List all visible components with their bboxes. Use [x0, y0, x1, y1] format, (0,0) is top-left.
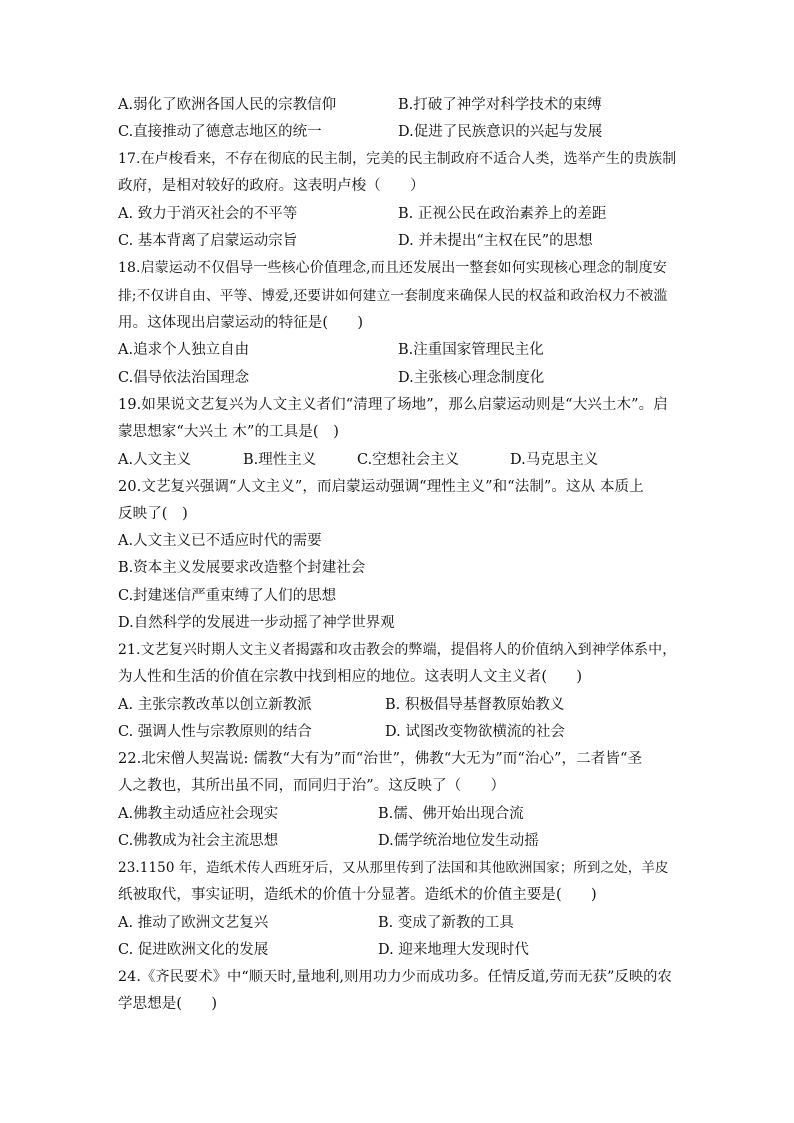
q21-stem-line1: 21.文艺复兴时期人文主义者揭露和攻击教会的弊端，提倡将人的价值纳入到神学体系中， [118, 642, 677, 658]
q17-option-d: D. 并未提出“主权在民”的思想 [398, 233, 593, 249]
q20-stem-line1: 20.文艺复兴强调“人文主义”，而启蒙运动强调“理性主义”和“法制”。这从 本质上 [118, 479, 644, 495]
q22-stem-line1: 22.北宋僧人契嵩说: 儒教“大有为”而“治世”，佛教“大无为”而“治心”，二者皆“圣 [118, 751, 643, 767]
q22-option-d: D.儒学统治地位发生动摇 [378, 833, 539, 849]
q16-option-d: D.促进了民族意识的兴起与发展 [398, 124, 603, 140]
q22-option-b: B.儒、佛开始出现合流 [378, 806, 524, 822]
q18-stem-line2: 排;不仅讲自由、平等、博爱,还要讲如何建立一套制度来确保人民的权益和政治权力不被滥 [118, 288, 668, 304]
q23-stem-line2: 纸被取代，事实证明，造纸术的价值十分显著。造纸术的价值主要是( ) [118, 887, 597, 903]
q22-stem-line2: 人之教也，其所出虽不同，而同归于治”。这反映了（ ） [118, 778, 506, 794]
q19-stem-line2: 蒙思想家“大兴土 木”的工具是( ) [118, 424, 340, 440]
q20-option-a: A.人文主义已不适应时代的需要 [118, 533, 322, 549]
q21-option-a: A. 主张宗教改革以创立新教派 [118, 697, 312, 713]
q21-option-c: C. 强调人性与宗教原则的结合 [118, 724, 312, 740]
q20-stem-line2: 反映了( ) [118, 506, 188, 522]
q18-option-b: B.注重国家管理民主化 [398, 342, 544, 358]
q19-option-a: A.人文主义 [118, 452, 192, 468]
q18-option-d: D.主张核心理念制度化 [398, 370, 545, 386]
q18-option-a: A.追求个人独立自由 [118, 342, 250, 358]
q19-option-b: B.理性主义 [243, 452, 317, 468]
q23-stem-line1: 23.1150 年，造纸术传人西班牙后，又从那里传到了法国和其他欧洲国家；所到之处，羊皮 [118, 860, 669, 876]
q16-option-b: B.打破了神学对科学技术的束缚 [398, 97, 602, 113]
q23-option-a: A. 推动了欧洲文艺复兴 [118, 915, 269, 931]
q19-option-d: D.马克思主义 [510, 452, 599, 468]
q24-stem-line2: 学思想是( ) [118, 996, 218, 1012]
q16-option-c: C.直接推动了德意志地区的统一 [118, 124, 322, 140]
q16-option-a: A.弱化了欧洲各国人民的宗教信仰 [118, 97, 337, 113]
q20-option-d: D.自然科学的发展进一步动摇了神学世界观 [118, 615, 395, 631]
q23-option-c: C. 促进欧洲文化的发展 [118, 942, 269, 958]
q21-option-b: B. 积极倡导基督教原始教义 [385, 697, 565, 713]
q17-option-b: B. 正视公民在政治素养上的差距 [398, 206, 607, 222]
q18-stem-line1: 18.启蒙运动不仅倡导一些核心价值理念,而且还发展出一整套如何实现核心理念的制度安 [118, 260, 667, 276]
q17-option-c: C. 基本背离了启蒙运动宗旨 [118, 233, 298, 249]
q23-option-b: B. 变成了新教的工具 [378, 915, 514, 931]
q18-stem-line3: 用。这体现出启蒙运动的特征是( ) [118, 315, 364, 331]
q17-option-a: A. 致力于消灭社会的不平等 [118, 206, 298, 222]
q19-stem-line1: 19.如果说文艺复兴为人文主义者们“清理了场地”，那么启蒙运动则是“大兴土木”。启 [118, 397, 668, 413]
q24-stem-line1: 24.《齐民要术》中“顺天时,量地利,则用功力少而成功多。任情反道,劳而无获”反映的农 [118, 969, 672, 985]
q22-option-c: C.佛教成为社会主流思想 [118, 833, 279, 849]
q22-option-a: A.佛教主动适应社会现实 [118, 806, 279, 822]
q18-option-c: C.倡导依法治国理念 [118, 370, 250, 386]
q17-stem-line1: 17.在卢梭看来，不存在彻底的民主制，完美的民主制政府不适合人类，选举产生的贵族制 [118, 151, 677, 167]
q20-option-c: C.封建迷信严重束缚了人们的思想 [118, 588, 337, 604]
q23-option-d: D. 迎来地理大发现时代 [378, 942, 529, 958]
q21-option-d: D. 试图改变物欲横流的社会 [385, 724, 565, 740]
q19-option-c: C.空想社会主义 [357, 452, 460, 468]
q17-stem-line2: 政府，是相对较好的政府。这表明卢梭（ ） [118, 178, 425, 194]
q20-option-b: B.资本主义发展要求改造整个封建社会 [118, 560, 366, 576]
q21-stem-line2: 为人性和生活的价值在宗教中找到相应的地位。这表明人文主义者( ) [118, 669, 583, 685]
